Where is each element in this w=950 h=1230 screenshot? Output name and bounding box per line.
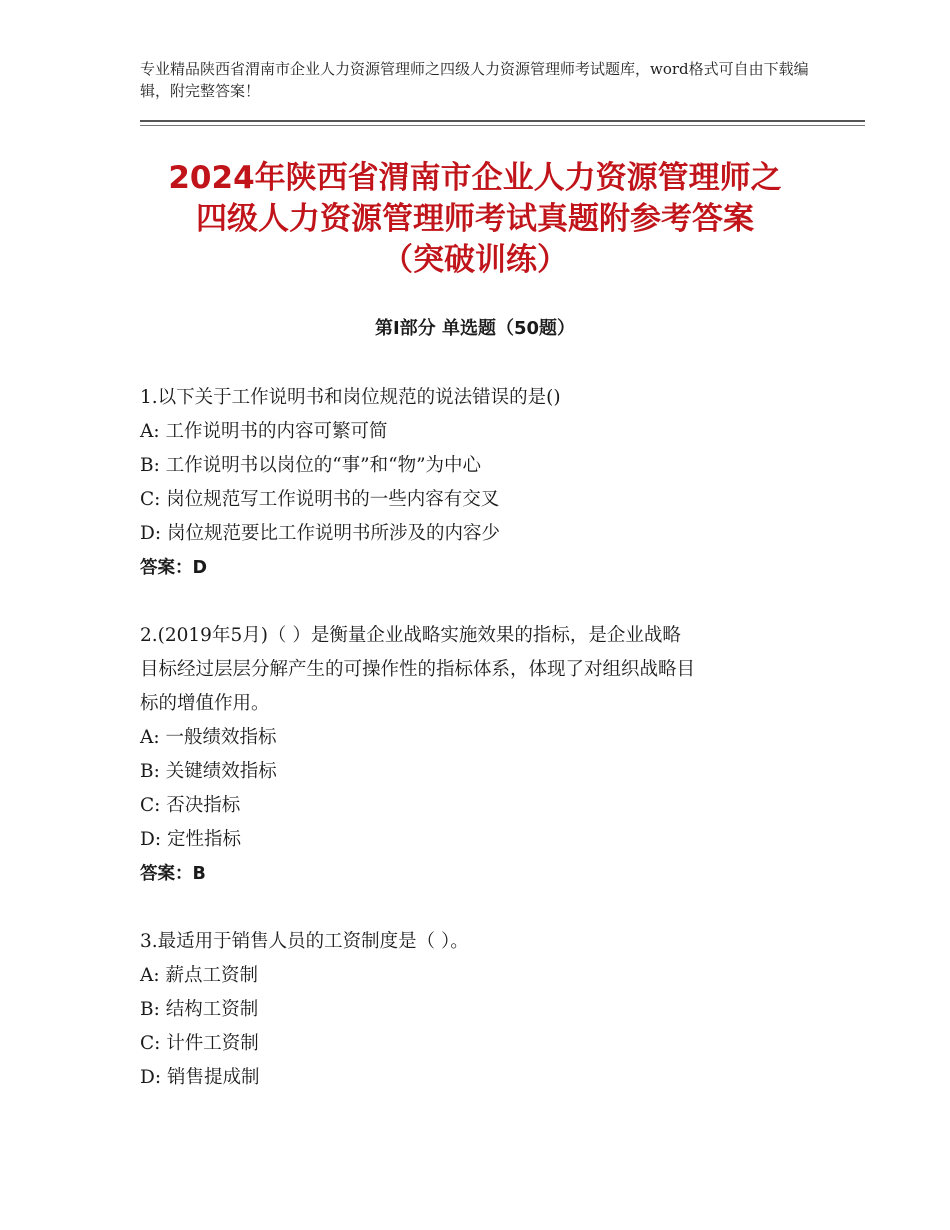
option-c: C: 计件工资制 [140,1033,259,1054]
document-title [120,158,830,281]
question-2 [140,619,820,891]
question-stem-line: 2.(2019年5月)（ ）是衡量企业战略实施效果的指标，是企业战略 [140,625,681,646]
option-a: A: 一般绩效指标 [140,727,277,748]
option-d: D: 定性指标 [140,829,241,850]
option-b: B: 关键绩效指标 [140,761,277,782]
question-list [140,381,820,1129]
option-d: D: 岗位规范要比工作说明书所涉及的内容少 [140,523,500,544]
question-3 [140,925,820,1095]
option-c: C: 岗位规范写工作说明书的一些内容有交叉 [140,489,500,510]
title-line: （突破训练） [382,242,568,278]
header-note: 专业精品陕西省渭南市企业人力资源管理师之四级人力资源管理师考试题库，word格式可自由下载编辑，附完整答案！ [140,60,809,100]
title-line: 2024年陕西省渭南市企业人力资源管理师之 [168,160,782,196]
answer: 答案：B [140,864,206,884]
question-1 [140,381,820,585]
question-stem-line: 标的增值作用。 [140,693,270,714]
title-line: 四级人力资源管理师考试真题附参考答案 [196,201,754,237]
section-title: 第Ⅰ部分 单选题（50题） [374,318,575,339]
question-stem-line: 目标经过层层分解产生的可操作性的指标体系，体现了对组织战略目 [140,659,696,680]
header-rule-thin [140,125,865,126]
header-rule-thick [140,120,865,122]
option-d: D: 销售提成制 [140,1067,260,1088]
option-c: C: 否决指标 [140,795,241,816]
option-b: B: 结构工资制 [140,999,259,1020]
question-stem: 1.以下关于工作说明书和岗位规范的说法错误的是() [140,387,561,408]
option-a: A: 工作说明书的内容可繁可简 [140,421,388,442]
question-stem: 3.最适用于销售人员的工资制度是（ ）。 [140,931,469,952]
answer: 答案：D [140,558,208,578]
option-a: A: 薪点工资制 [140,965,258,986]
option-b: B: 工作说明书以岗位的“事”和“物”为中心 [140,455,482,476]
